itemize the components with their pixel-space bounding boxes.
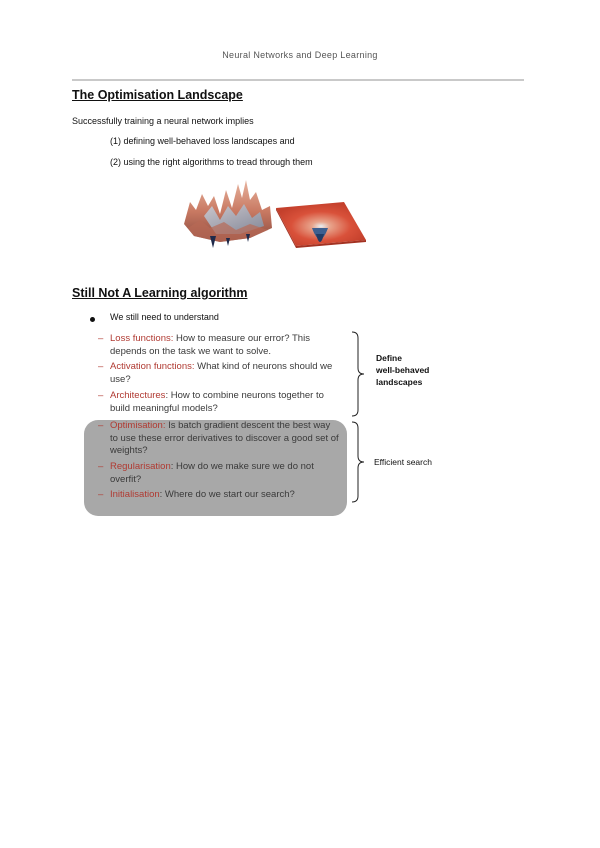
item-text: What kind of neurons should we <box>194 361 333 372</box>
item-text: : <box>159 489 163 500</box>
section-title-still-not-a-learning-algorithm: Still Not A Learning algorithm <box>72 286 248 300</box>
dash-marker: – <box>98 361 104 372</box>
item-text: weights? <box>110 445 148 456</box>
rugged-loss-landscape-image <box>180 176 276 252</box>
dash-marker: – <box>98 333 104 344</box>
dash-marker: – <box>98 390 104 401</box>
numbered-item-1: (1) defining well-behaved loss landscapes and <box>110 136 295 146</box>
header-rule <box>72 79 524 81</box>
item-text: overfit? <box>110 473 142 485</box>
term-label: Regularisation <box>110 461 171 472</box>
item-text: : <box>165 390 169 401</box>
item-text: : <box>170 461 174 472</box>
list-item-regularisation <box>98 461 350 486</box>
list-item-loss-functions <box>98 333 350 358</box>
item-text: Is batch gradient descent the best way <box>165 420 331 431</box>
dash-marker: – <box>98 461 104 472</box>
section-title-optimisation-landscape: The Optimisation Landscape <box>72 88 243 102</box>
item-text: depends on the task we want to solve. <box>110 345 272 357</box>
term-label: Initialisation <box>110 489 160 500</box>
brace-efficient-search-icon <box>350 420 366 504</box>
item-text: How do we make sure we do not <box>173 461 314 472</box>
brace-label-efficient-search: Efficient search <box>374 457 432 467</box>
term-label: Optimisation <box>110 420 163 431</box>
item-text: to use these error derivatives to discover a good set of <box>110 432 339 444</box>
item-text: How to combine neurons together to <box>168 390 324 401</box>
term-separator: : <box>162 420 166 431</box>
brace-label-line: Define <box>376 353 402 363</box>
list-item-initialisation <box>98 489 350 502</box>
brace-label-line: well-behaved <box>376 365 430 375</box>
smooth-loss-landscape-image <box>274 200 368 254</box>
numbered-item-2: (2) using the right algorithms to tread through them <box>110 157 313 167</box>
item-text: Where do we start our search? <box>162 489 295 500</box>
term-label: Loss functions <box>110 333 171 344</box>
brace-label-define <box>376 352 429 388</box>
term-label: Architectures <box>110 390 166 401</box>
dash-marker: – <box>98 489 104 500</box>
dash-marker: – <box>98 420 104 431</box>
term-separator: : <box>191 361 195 372</box>
brace-define-icon <box>350 330 366 418</box>
item-text: How to measure our error? This <box>173 333 310 344</box>
item-text: use? <box>110 373 131 385</box>
brace-label-line: landscapes <box>376 377 423 387</box>
intro-text: Successfully training a neural network implies <box>72 116 254 126</box>
item-text: build meaningful models? <box>110 402 218 414</box>
term-label: Activation functions <box>110 361 192 372</box>
term-separator: : <box>170 333 174 344</box>
list-item-activation-functions <box>98 361 350 386</box>
bullet-dot <box>90 317 95 322</box>
list-item-optimisation <box>98 420 350 458</box>
list-item-architectures <box>98 390 350 415</box>
page-header: Neural Networks and Deep Learning <box>222 50 378 60</box>
bullet-text: We still need to understand <box>110 312 219 322</box>
